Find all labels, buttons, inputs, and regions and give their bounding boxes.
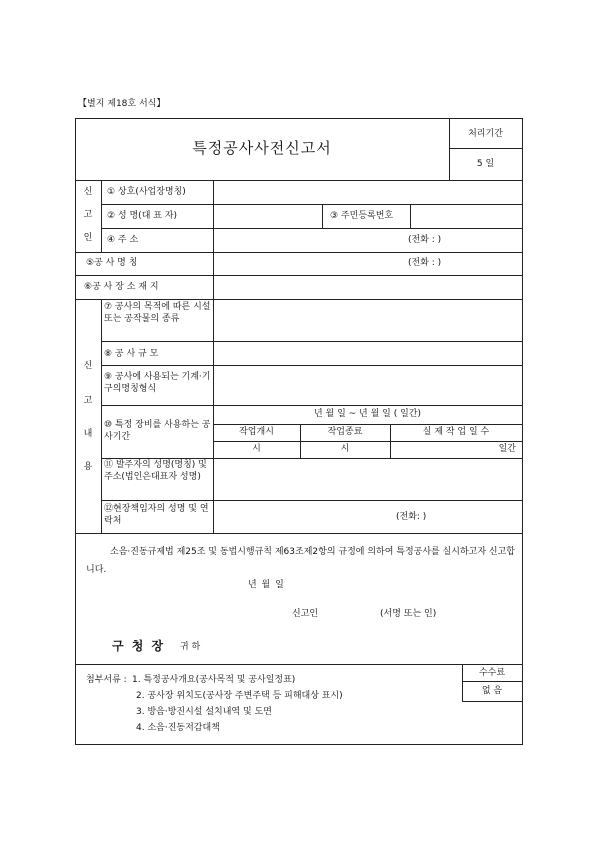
list-item: 2. 공사장 위치도(공사장 주변주택 등 피해대상 표시) [136, 691, 343, 701]
signature-field: (서명 또는 인) [380, 609, 437, 619]
period-label: ⑩ 특정 장비를 사용하는 공사기간 [104, 420, 211, 442]
site-manager-phone: (전화: ) [396, 512, 427, 522]
equipment-label: ⑨ 공사에 사용되는 기계·기구의명칭형식 [104, 372, 211, 394]
form-label: 【별지 제18호 서식】 [78, 99, 166, 109]
business-name-label: ① 상호(사업장명칭) [107, 187, 186, 197]
processing-period-label: 처리기간 [468, 129, 503, 139]
fee-value: 없 음 [481, 686, 503, 696]
site-manager-label: ⑫현장책임자의 성명 및 연락처 [104, 504, 209, 526]
actual-days-label: 실 제 작 업 일 수 [422, 427, 490, 437]
orderer-label: ⑪ 발주자의 성명(명칭) 및 주소(법인은대표자 성명) [104, 460, 207, 482]
form-title: 특정공사사전신고서 [192, 139, 332, 157]
scale-label: ⑧ 공 사 규 모 [104, 349, 159, 359]
recipient-suffix: 귀 하 [180, 642, 201, 652]
name-label: ② 성 명(대 표 자) [107, 211, 178, 221]
declaration-statement: 소음·진동규제법 제25조 및 동법시행규칙 제63조제2항의 규정에 의하여 특정공사를 실시하고자 신고합니다. [86, 547, 516, 575]
construction-name-label: ⑤공 사 명 칭 [86, 258, 138, 268]
list-item: 3. 방음·방진시설 설치내역 및 도면 [136, 707, 272, 717]
signer-label: 신고인 [292, 609, 319, 619]
declaration-date: 년 월 일 [248, 580, 285, 590]
purpose-label: ⑦ 공사의 목적에 따른 시설 또는 공작물의 종류 [104, 302, 211, 324]
work-start-label: 작업개시 [239, 427, 274, 437]
list-item: 1. 특정공사개요(공사목적 및 공사일정표) [132, 675, 296, 685]
list-item: 4. 소음·진동저감대책 [136, 723, 220, 733]
attachments-label: 첨부서류 : [86, 675, 127, 685]
work-end-value: 시 [340, 444, 350, 454]
construction-site-label: ⑥공 사 장 소 재 지 [84, 282, 159, 292]
construction-name-phone: (전화 : ) [408, 258, 442, 268]
resident-number-label: ③ 주민등록번호 [330, 211, 394, 221]
work-start-value: 시 [252, 444, 261, 454]
address-phone: (전화 : ) [408, 235, 442, 245]
work-end-label: 작업종료 [327, 427, 363, 437]
fee-label: 수수료 [478, 668, 506, 678]
actual-days-value: 일간 [498, 444, 516, 454]
period-range: 년 월 일 ~ 년 월 일 ( 일간) [313, 409, 421, 419]
recipient-name: 구 청 장 [112, 639, 166, 653]
processing-period-value: 5 일 [476, 159, 495, 169]
address-label: ④ 주 소 [107, 235, 139, 245]
